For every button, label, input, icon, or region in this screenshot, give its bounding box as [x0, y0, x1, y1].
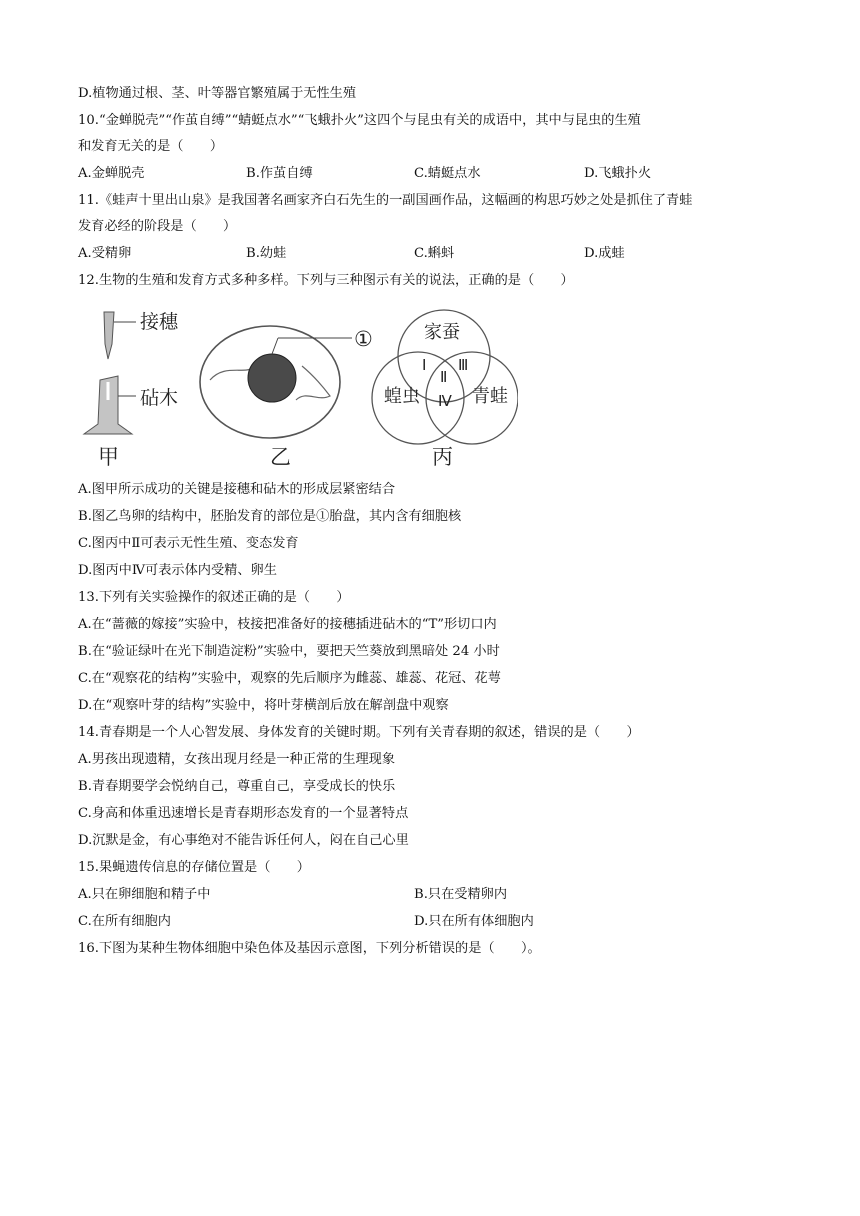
q15-option-a: A.只在卵细胞和精子中	[78, 887, 211, 902]
scion-label: 接穗	[140, 311, 179, 333]
q10-stem-line1: 10.“金蝉脱壳”“作茧自缚”“蜻蜓点水”“飞蛾扑火”这四个与昆虫有关的成语中，其中与昆虫的生殖	[78, 113, 641, 128]
q12-option-b: B.图乙鸟卵的结构中，胚胎发育的部位是①胎盘，其内含有细胞核	[78, 509, 462, 524]
q13-option-b: B.在“验证绿叶在光下制造淀粉”实验中，要把天竺葵放到黑暗处 24 小时	[78, 644, 500, 659]
q10-option-b: B.作茧自缚	[246, 166, 313, 181]
q14-option-a: A.男孩出现遗精，女孩出现月经是一种正常的生理现象	[78, 752, 396, 767]
rootstock-label: 砧木	[140, 387, 179, 409]
figure-bing-caption: 丙	[432, 445, 453, 469]
q14-option-b: B.青春期要学会悦纳自己，尊重自己，享受成长的快乐	[78, 779, 396, 794]
venn-region-1: Ⅰ	[422, 356, 427, 374]
q10-stem-line2: 和发育无关的是（ ）	[78, 139, 224, 154]
venn-label-frog: 青蛙	[472, 386, 508, 407]
q11-option-d: D.成蛙	[584, 246, 625, 261]
q11-option-c: C.蝌蚪	[414, 246, 455, 261]
q15-option-b: B.只在受精卵内	[414, 887, 508, 902]
q13-option-c: C.在“观察花的结构”实验中，观察的先后顺序为雌蕊、雄蕊、花冠、花萼	[78, 671, 501, 686]
q15-option-d: D.只在所有体细胞内	[414, 914, 534, 929]
figure-yi-caption: 乙	[270, 445, 291, 469]
venn-label-locust: 蝗虫	[384, 386, 420, 407]
q10-option-a: A.金蝉脱壳	[78, 166, 145, 181]
q13-option-d: D.在“观察叶芽的结构”实验中，将叶芽横剖后放在解剖盘中观察	[78, 698, 449, 713]
figure-jia-caption: 甲	[98, 445, 119, 469]
q11-option-b: B.幼蛙	[246, 246, 287, 261]
venn-region-4: Ⅳ	[438, 392, 452, 410]
venn-label-silkworm: 家蚕	[424, 322, 460, 343]
q9-option-d: D.植物通过根、茎、叶等器官繁殖属于无性生殖	[78, 86, 357, 101]
q16-stem: 16.下图为某种生物体细胞中染色体及基因示意图，下列分析错误的是（ ）。	[78, 941, 541, 956]
q13-option-a: A.在“蔷薇的嫁接”实验中，枝接把准备好的接穗插进砧木的“T”形切口内	[78, 617, 497, 632]
q14-option-d: D.沉默是金，有心事绝对不能告诉任何人，闷在自己心里	[78, 833, 409, 848]
q10-option-c: C.蜻蜓点水	[414, 166, 481, 181]
q11-stem-line1: 11.《蛙声十里出山泉》是我国著名画家齐白石先生的一副国画作品，这幅画的构思巧妙之处是抓住了青蛙	[78, 193, 693, 208]
q12-option-d: D.图丙中Ⅳ可表示体内受精、卵生	[78, 563, 277, 578]
q13-stem: 13.下列有关实验操作的叙述正确的是（ ）	[78, 590, 350, 605]
blastodisc-marker: ①	[354, 327, 373, 351]
q14-option-c: C.身高和体重迅速增长是青春期形态发育的一个显著特点	[78, 806, 409, 821]
q12-stem: 12.生物的生殖和发育方式多种多样。下列与三种图示有关的说法，正确的是（ ）	[78, 273, 574, 288]
venn-region-3: Ⅲ	[458, 356, 469, 374]
q12-option-a: A.图甲所示成功的关键是接穗和砧木的形成层紧密结合	[78, 482, 396, 497]
q11-option-a: A.受精卵	[78, 246, 132, 261]
q10-option-d: D.飞蛾扑火	[584, 166, 652, 181]
q11-stem-line2: 发育必经的阶段是（ ）	[78, 219, 237, 234]
q12-option-c: C.图丙中Ⅱ可表示无性生殖、变态发育	[78, 536, 299, 551]
q15-stem: 15.果蝇遗传信息的存储位置是（ ）	[78, 860, 310, 875]
q15-option-c: C.在所有细胞内	[78, 914, 171, 929]
q14-stem: 14.青春期是一个人心智发展、身体发育的关键时期。下列有关青春期的叙述，错误的是（ ）	[78, 725, 640, 740]
venn-region-2: Ⅱ	[440, 368, 448, 386]
q12-figure	[74, 304, 518, 472]
